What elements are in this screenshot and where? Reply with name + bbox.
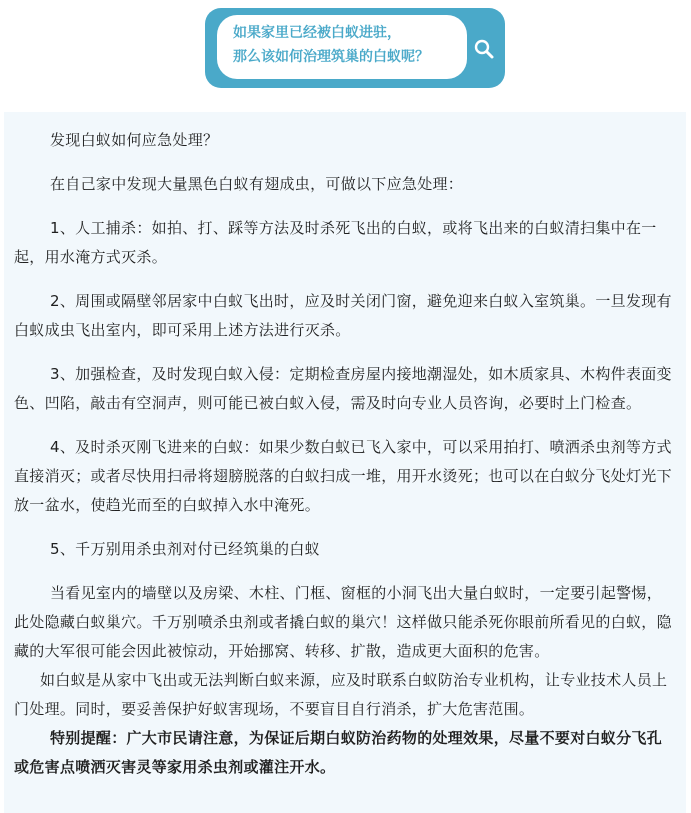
search-box[interactable] (217, 15, 467, 79)
search-question-line-2: 那么该如何治理筑巢的白蚁呢？ (233, 49, 429, 65)
article-paragraph: 2、周围或隔壁邻居家中白蚁飞出时，应及时关闭门窗，避免迎来白蚁入室筑巢。一旦发现有白蚁成虫飞出室内，即可采用上述方法进行灭杀。 (14, 292, 672, 339)
article-paragraph: 在自己家中发现大量黑色白蚁有翅成虫，可做以下应急处理： (50, 175, 464, 193)
search-question-line-1: 如果家里已经被白蚁进驻， (233, 25, 401, 41)
article-paragraph: 如白蚁是从家中飞出或无法判断白蚁来源，应及时联系白蚁防治专业机构，让专业技术人员上门处理。同时，要妥善保护好蚁害现场，不要盲目自行消杀，扩大危害范围。 (14, 671, 668, 718)
article-paragraph: 1、人工捕杀：如拍、打、踩等方法及时杀死飞出的白蚁，或将飞出来的白蚁清扫集中在一起，用水淹方式灭杀。 (14, 219, 657, 266)
article-paragraph: 3、加强检查，及时发现白蚁入侵：定期检查房屋内接地潮湿处，如木质家具、木构件表面变色、凹陷，敲击有空洞声，则可能已被白蚁入侵，需及时向专业人员咨询，必要时上门检查。 (14, 365, 672, 412)
search-banner (205, 8, 505, 88)
article-heading: 发现白蚁如何应急处理？ (50, 131, 219, 149)
article-paragraph: 当看见室内的墙壁以及房梁、木柱、门框、窗框的小洞飞出大量白蚁时，一定要引起警惕，此处隐藏白蚁巢穴。千万别喷杀虫剂或者撬白蚁的巢穴！这样做只能杀死你眼前所看见的白蚁，隐藏的大军很可能会因此被惊动，开始挪窝、转移、扩散，造成更大面积的危害。 (14, 584, 672, 660)
article-paragraph: 4、及时杀灭刚飞进来的白蚁：如果少数白蚁已飞入家中，可以采用拍打、喷洒杀虫剂等方式直接消灭；或者尽快用扫帚将翅膀脱落的白蚁扫成一堆，用开水烫死；也可以在白蚁分飞处灯光下放一盆水，使趋光而至的白蚁掉入水中淹死。 (14, 438, 672, 514)
article-body (4, 112, 686, 813)
special-reminder: 特别提醒：广大市民请注意，为保证后期白蚁防治药物的处理效果，尽量不要对白蚁分飞孔或危害点喷洒灭害灵等家用杀虫剂或灌注开水。 (14, 729, 663, 776)
search-icon[interactable] (473, 38, 495, 60)
article-paragraph: 5、千万别用杀虫剂对付已经筑巢的白蚁 (50, 540, 320, 558)
